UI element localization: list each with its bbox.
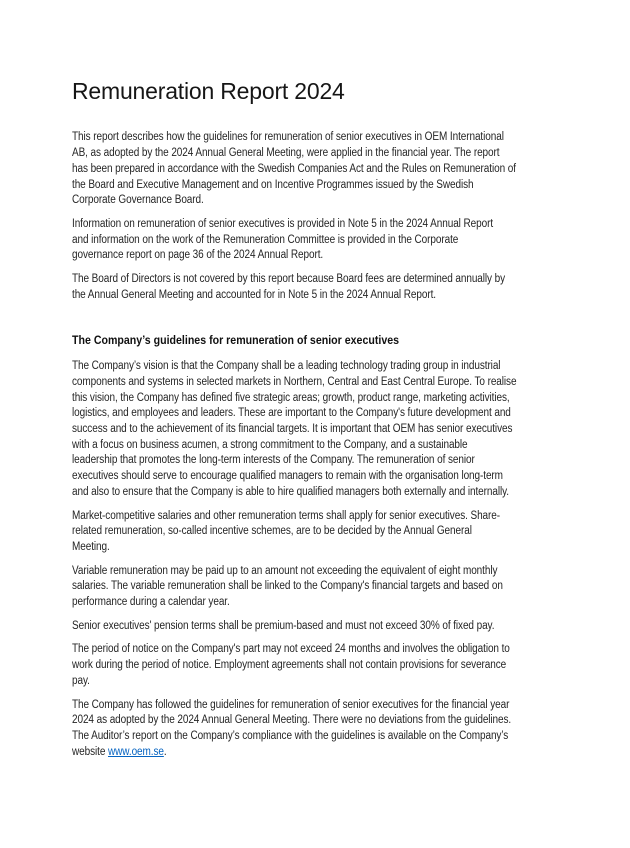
text-line: success and to the achievement of its financial targets. It is important that OEM has senior executives: [72, 422, 513, 435]
text-line: This report describes how the guidelines for remuneration of senior executives in OEM International: [72, 131, 504, 144]
text-line: with a focus on business acumen, a strong commitment to the Company, and a sustainable: [72, 438, 468, 451]
text-line: the Annual General Meeting and accounted for in Note 5 in the 2024 Annual Report.: [72, 288, 436, 301]
oem-website-link[interactable]: www.oem.se: [108, 745, 164, 758]
text-line: this vision, the Company has defined five strategic areas; growth, product range, marketing activities,: [72, 391, 510, 404]
paragraph-market-competitive-salaries: [72, 509, 559, 556]
text-line: the Board and Executive Management and on Incentive Programmes issued by the Swedish: [72, 178, 474, 191]
text-line: and also to ensure that the Company is able to hire qualified managers both externally and internally.: [72, 485, 509, 498]
final-line-text: website: [72, 745, 109, 758]
text-line: Variable remuneration may be paid up to an amount not exceeding the equivalent of eight monthly: [72, 564, 498, 577]
paragraph-company-vision: [72, 359, 559, 500]
paragraph-variable-remuneration: [72, 564, 559, 611]
text-line: Corporate Governance Board.: [72, 194, 204, 207]
text-line: pay.: [72, 674, 90, 687]
text-line: logistics, and employees and leaders. These are important to the Company's future development and: [72, 407, 511, 420]
text-line: [72, 745, 559, 761]
paragraph-pension-terms: [72, 619, 559, 635]
text-line: Information on remuneration of senior executives is provided in Note 5 in the 2024 Annual Report: [72, 217, 494, 230]
text-line: AB, as adopted by the 2024 Annual General Meeting, were applied in the financial year. The report: [72, 147, 500, 160]
text-line: leadership that promotes the long-term interests of the Company. The remuneration of senior: [72, 454, 475, 467]
paragraph-report-scope: [72, 130, 559, 209]
paragraph-information-references: [72, 217, 559, 264]
text-line: The Auditor’s report on the Company’s compliance with the guidelines is available on the Company’s: [72, 729, 509, 742]
text-line: The Company’s vision is that the Company shall be a leading technology trading group in industrial: [72, 360, 501, 373]
paragraph-compliance-lines: [72, 698, 559, 745]
text-line: has been prepared in accordance with the Swedish Companies Act and the Rules on Remuneration of: [72, 162, 516, 175]
text-line: executives should serve to encourage qualified managers to remain with the organisation long-term: [72, 470, 503, 483]
paragraph-board-exclusion: [72, 272, 559, 303]
paragraph-compliance: [72, 698, 559, 761]
text-line: The Company has followed the guidelines for remuneration of senior executives for the financial year: [72, 698, 510, 711]
text-line: The period of notice on the Company's part may not exceed 24 months and involves the obligation to: [72, 643, 510, 656]
paragraph-notice-period: [72, 642, 559, 689]
text-line: performance during a calendar year.: [72, 596, 230, 609]
text-line: related remuneration, so-called incentive schemes, are to be decided by the Annual General: [72, 525, 472, 538]
text-line: work during the period of notice. Employment agreements shall not contain provisions for severance: [72, 659, 507, 672]
final-line-punctuation: .: [163, 745, 167, 758]
text-line: The Board of Directors is not covered by this report because Board fees are determined annually by: [72, 273, 506, 286]
text-line: salaries. The variable remuneration shall be linked to the Company's financial targets and based on: [72, 580, 503, 593]
text-line: 2024 as adopted by the 2024 Annual General Meeting. There were no deviations from the guidelines.: [72, 714, 512, 727]
text-line: components and systems in selected markets in Northern, Central and East Central Europe. To realise: [72, 375, 517, 388]
text-line: governance report on page 36 of the 2024 Annual Report.: [72, 249, 324, 262]
text-line: and information on the work of the Remuneration Committee is provided in the Corporate: [72, 233, 459, 246]
report-title: Remuneration Report 2024: [72, 78, 345, 104]
section-heading-guidelines: The Company’s guidelines for remuneration of senior executives: [72, 333, 400, 348]
text-line: Market-competitive salaries and other remuneration terms shall apply for senior executives. Share-: [72, 509, 500, 522]
text-line: Senior executives' pension terms shall be premium-based and must not exceed 30% of fixed pay.: [72, 619, 495, 632]
text-line: Meeting.: [72, 540, 110, 553]
